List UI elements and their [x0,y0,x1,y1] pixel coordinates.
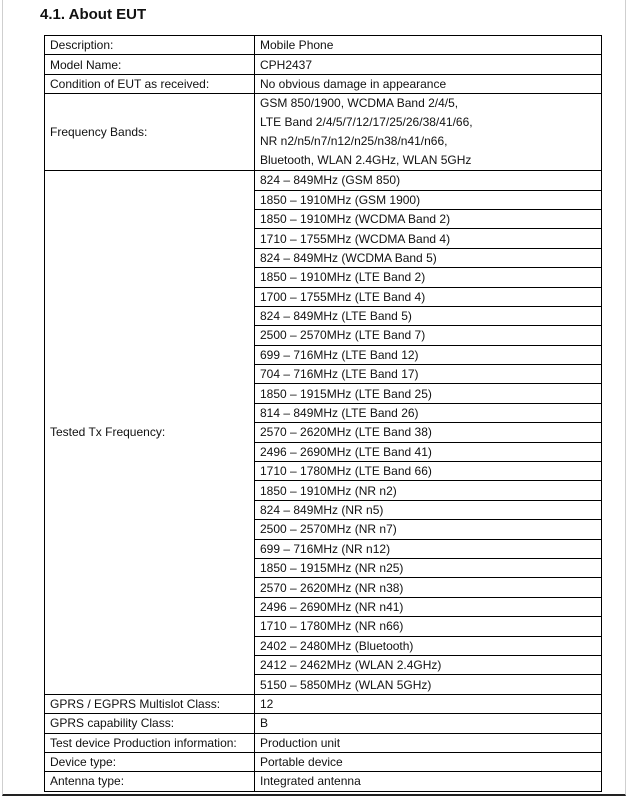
table-row [45,36,602,55]
eut-info-table [44,35,602,792]
row-label: Condition of EUT as received: [45,74,255,93]
frequency-band-line: GSM 850/1900, WCDMA Band 2/4/5, [260,96,459,111]
row-value: Mobile Phone [255,36,602,55]
tx-frequency-value: 2402 – 2480MHz (Bluetooth) [255,636,602,655]
row-label: Test device Production information: [45,733,255,752]
frequency-band-line: Bluetooth, WLAN 2.4GHz, WLAN 5GHz [260,153,472,168]
frequency-band-line: LTE Band 2/4/5/7/12/17/25/26/38/41/66, [260,115,473,130]
row-value: Portable device [255,752,602,771]
tx-frequency-value: 2500 – 2570MHz (LTE Band 7) [255,326,602,345]
table-row [45,55,602,74]
row-label: GPRS capability Class: [45,714,255,733]
tx-frequency-value: 1850 – 1910MHz (GSM 1900) [255,190,602,209]
frequency-bands-value [255,94,602,171]
tx-frequency-value: 5150 – 5850MHz (WLAN 5GHz) [255,675,602,694]
table-row [45,714,602,733]
row-value: B [255,714,602,733]
row-label: Frequency Bands: [45,94,255,171]
table-row [45,694,602,713]
tx-frequency-value: 699 – 716MHz (LTE Band 12) [255,345,602,364]
row-value: Production unit [255,733,602,752]
tx-frequency-value: 2496 – 2690MHz (LTE Band 41) [255,442,602,461]
row-value: 12 [255,694,602,713]
tx-frequency-value: 1710 – 1780MHz (LTE Band 66) [255,462,602,481]
row-label: GPRS / EGPRS Multislot Class: [45,694,255,713]
tx-frequency-value: 1850 – 1910MHz (WCDMA Band 2) [255,209,602,228]
tx-frequency-value: 1850 – 1910MHz (LTE Band 2) [255,268,602,287]
tx-frequency-value: 1850 – 1915MHz (NR n25) [255,558,602,577]
table-row [45,74,602,93]
frequency-band-line: NR n2/n5/n7/n12/n25/n38/n41/n66, [260,134,448,149]
row-label: Device type: [45,752,255,771]
tx-frequency-value: 2570 – 2620MHz (NR n38) [255,578,602,597]
tx-frequency-value: 2412 – 2462MHz (WLAN 2.4GHz) [255,655,602,674]
table-row [45,733,602,752]
tx-frequency-value: 1710 – 1755MHz (WCDMA Band 4) [255,229,602,248]
row-label: Tested Tx Frequency: [45,171,255,695]
tx-frequency-value: 2496 – 2690MHz (NR n41) [255,597,602,616]
table-row-frequency-bands [45,94,602,171]
tx-frequency-value: 824 – 849MHz (WCDMA Band 5) [255,248,602,267]
tx-frequency-value: 1850 – 1910MHz (NR n2) [255,481,602,500]
row-label: Model Name: [45,55,255,74]
tx-frequency-value: 704 – 716MHz (LTE Band 17) [255,365,602,384]
tx-frequency-value: 814 – 849MHz (LTE Band 26) [255,403,602,422]
table-row [45,752,602,771]
row-label: Description: [45,36,255,55]
row-label: Antenna type: [45,772,255,791]
tx-frequency-value: 2500 – 2570MHz (NR n7) [255,520,602,539]
tx-frequency-value: 824 – 849MHz (GSM 850) [255,171,602,190]
row-value: CPH2437 [255,55,602,74]
tx-frequency-value: 824 – 849MHz (NR n5) [255,500,602,519]
tx-frequency-value: 824 – 849MHz (LTE Band 5) [255,306,602,325]
tx-frequency-value: 1700 – 1755MHz (LTE Band 4) [255,287,602,306]
table-row [45,772,602,791]
row-value: No obvious damage in appearance [255,74,602,93]
row-value: Integrated antenna [255,772,602,791]
tx-frequency-value: 699 – 716MHz (NR n12) [255,539,602,558]
section-heading: 4.1. About EUT [40,6,147,23]
tx-frequency-value: 2570 – 2620MHz (LTE Band 38) [255,423,602,442]
tx-frequency-value: 1710 – 1780MHz (NR n66) [255,617,602,636]
table-row-tx [45,171,602,190]
tx-frequency-value: 1850 – 1915MHz (LTE Band 25) [255,384,602,403]
